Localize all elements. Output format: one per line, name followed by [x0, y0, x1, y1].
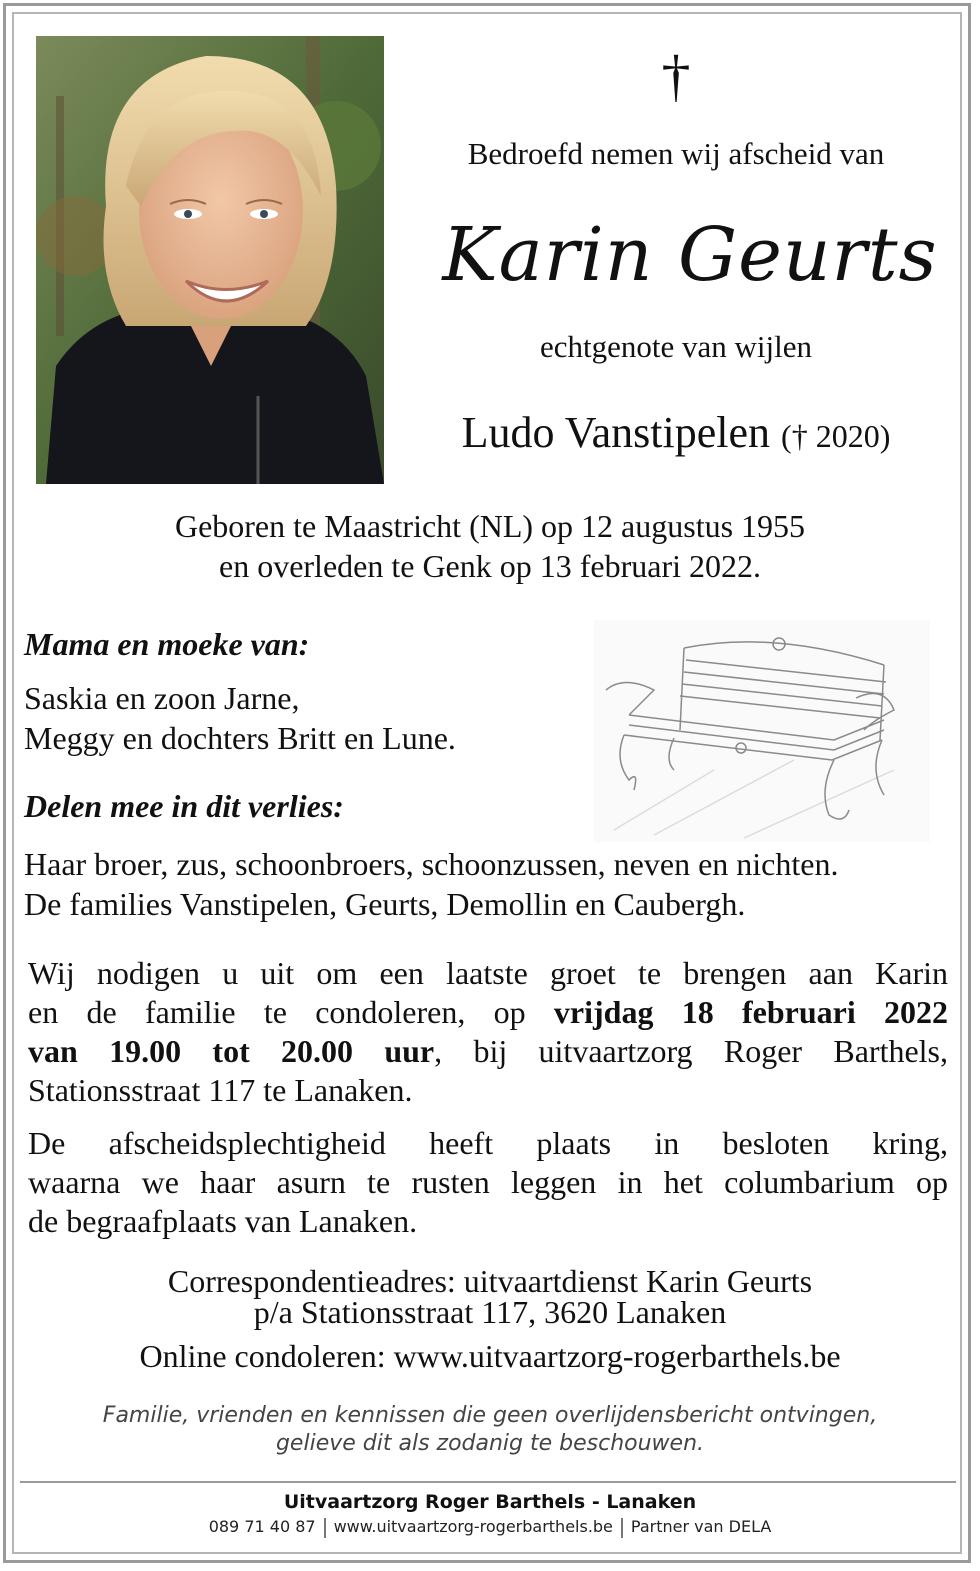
birth-death-block [40, 506, 940, 586]
footer-contact [40, 1516, 940, 1538]
ceremony-paragraph [28, 1124, 948, 1241]
bench-illustration [594, 620, 930, 842]
invitation-line: Wij nodigen u uit om een laatste groet te brengen aan Karin [28, 955, 948, 991]
deceased-name: Karin Geurts [442, 212, 938, 298]
children-list [24, 678, 456, 758]
footer-website-link[interactable]: www.uitvaartzorg-rogerbarthels.be [333, 1517, 613, 1536]
disclaimer-line: gelieve dit als zodanig te beschouwen. [275, 1431, 705, 1456]
cross-icon: † [661, 43, 691, 108]
invitation-paragraph [28, 954, 948, 1110]
death-line: en overleden te Genk op 13 februari 2022. [218, 548, 762, 584]
spouse-intro: echtgenote van wijlen [539, 329, 812, 364]
ceremony-line: De afscheidsplechtigheid heeft plaats in besloten kring, [28, 1125, 948, 1161]
invitation-time: van 19.00 tot 20.00 uur [28, 1033, 435, 1069]
family-heading: Delen mee in dit verlies: [24, 788, 344, 824]
disclaimer-line: Familie, vrienden en kennissen die geen overlijdensbericht ontvingen, [102, 1403, 878, 1428]
children-heading: Mama en moeke van: [24, 626, 310, 662]
list-item: Meggy en dochters Britt en Lune. [24, 720, 456, 756]
list-item: Saskia en zoon Jarne, [24, 680, 300, 716]
disclaimer [40, 1402, 940, 1458]
invitation-date: vrijdag 18 februari 2022 [553, 994, 949, 1030]
spouse-name: Ludo Vanstipelen [461, 408, 771, 457]
correspondence-address [40, 1263, 940, 1330]
invitation-line [28, 993, 948, 1032]
spouse-line [400, 406, 952, 463]
footer-divider [20, 1481, 956, 1483]
online-condolence: Online condoleren: www.uitvaartzorg-rogerbarthels.be [139, 1338, 841, 1374]
spouse-death-note: († 2020) [781, 418, 891, 454]
correspondence-line: Correspondentieadres: uitvaartdienst Karin Geurts [167, 1263, 813, 1299]
correspondence-line: p/a Stationsstraat 117, 3620 Lanaken [253, 1294, 727, 1330]
intro-text: Bedroefd nemen wij afscheid van [467, 136, 885, 171]
birth-line: Geboren te Maastricht (NL) op 12 augustus 1955 [174, 508, 806, 544]
footer-phone: 089 71 40 87 [208, 1517, 316, 1536]
footer-separator [324, 1518, 326, 1538]
family-list [24, 844, 838, 924]
invitation-line: Stationsstraat 117 te Lanaken. [28, 1072, 413, 1108]
footer-partner: Partner van DELA [630, 1517, 772, 1536]
list-item: De families Vanstipelen, Geurts, Demollin en Caubergh. [24, 886, 746, 922]
invitation-line [28, 1032, 948, 1071]
invitation-text: , bij uitvaartzorg Roger Barthels, [434, 1033, 949, 1069]
footer-title: Uitvaartzorg Roger Barthels - Lanaken [283, 1491, 697, 1513]
ceremony-line: waarna we haar asurn te rusten leggen in het columbarium op [28, 1164, 948, 1200]
list-item: Haar broer, zus, schoonbroers, schoonzussen, neven en nichten. [24, 846, 839, 882]
invitation-text: en de familie te condoleren, op [28, 994, 554, 1030]
ceremony-line: de begraafplaats van Lanaken. [28, 1203, 418, 1239]
portrait-photo [36, 36, 384, 484]
footer-separator [621, 1518, 623, 1538]
